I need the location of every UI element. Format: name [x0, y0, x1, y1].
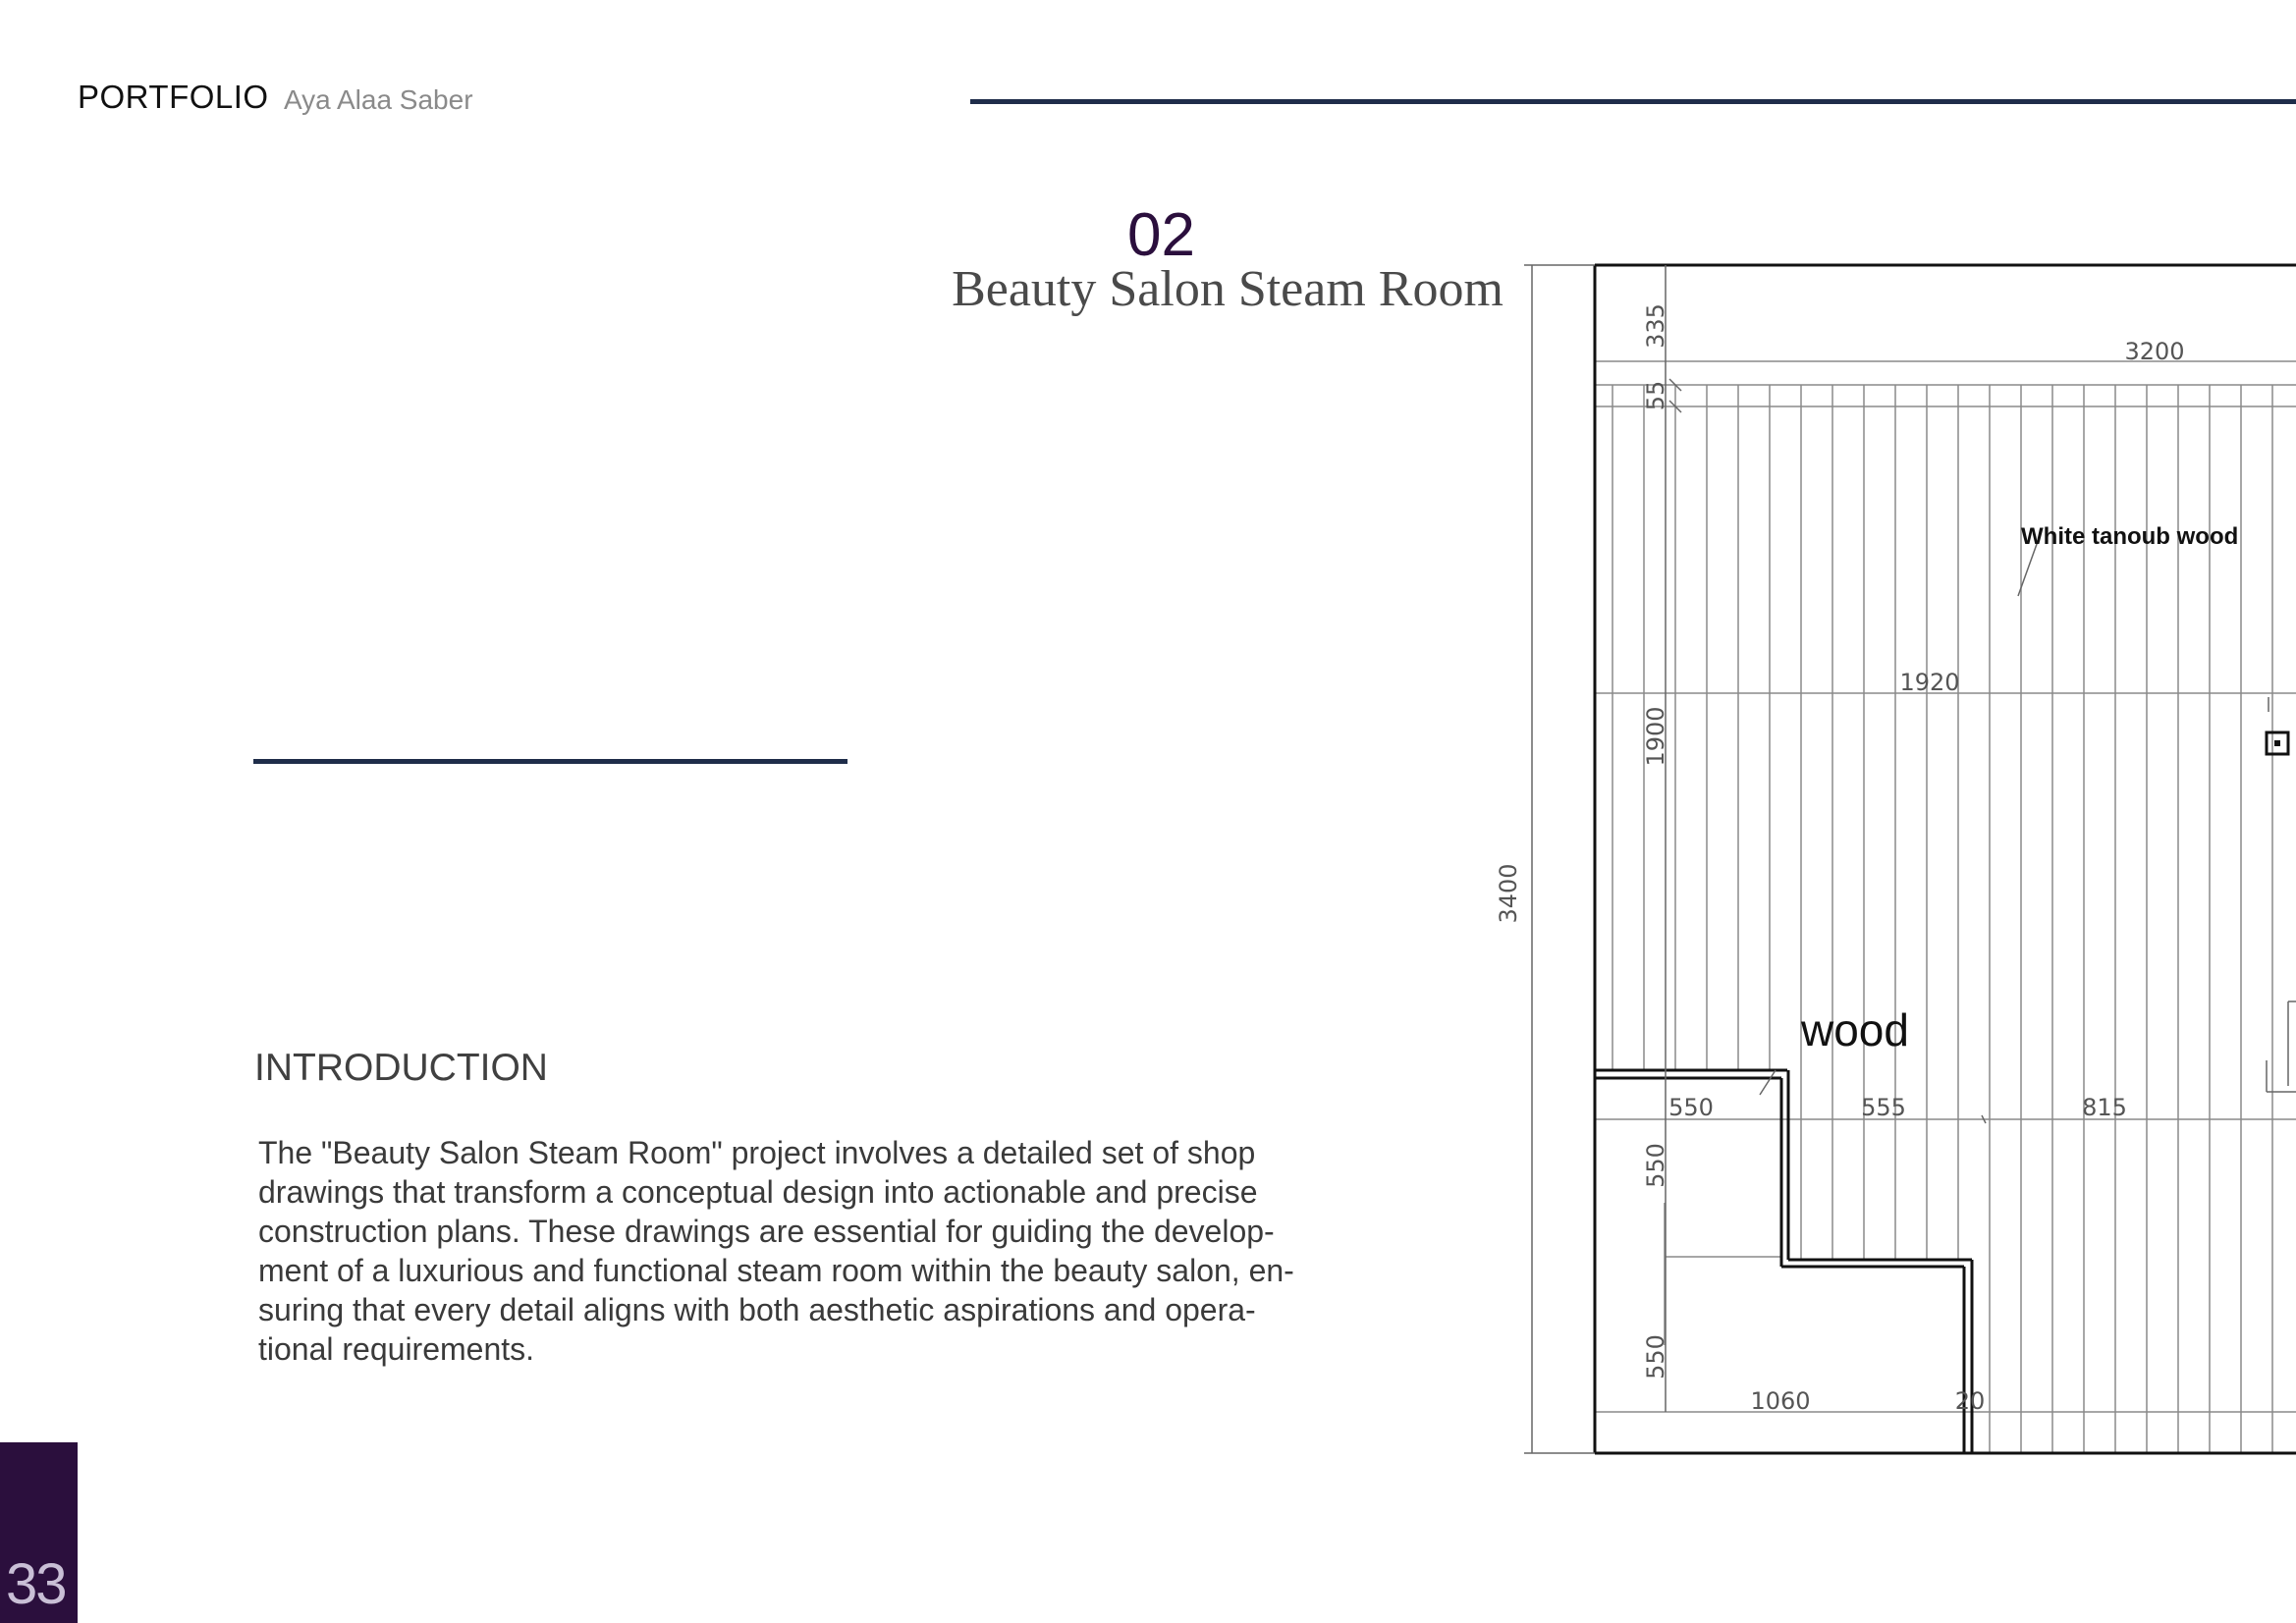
intro-line: The "Beauty Salon Steam Room" project involves a detailed set of shop — [258, 1135, 1256, 1170]
label-wood: wood — [1801, 1004, 1909, 1055]
dim-top-band: 335 — [1642, 303, 1669, 349]
dim-step-upper: 550 — [1642, 1143, 1669, 1188]
dim-seg-c: 815 — [2082, 1094, 2127, 1121]
section-divider — [253, 759, 847, 764]
dim-upper-height: 1900 — [1642, 706, 1669, 767]
project-title: Beauty Salon Steam Room — [952, 261, 1503, 317]
intro-line: drawings that transform a conceptual design into actionable and precise — [258, 1174, 1258, 1210]
dim-seg-b: 555 — [1861, 1094, 1906, 1121]
project-number: 02 — [1127, 201, 1195, 269]
dim-overall-height: 3400 — [1495, 863, 1522, 924]
introduction-heading: INTRODUCTION — [254, 1047, 548, 1089]
grid-lines — [1595, 361, 2296, 1412]
page-number: 33 — [6, 1552, 66, 1616]
author-name: Aya Alaa Saber — [284, 84, 473, 115]
dim-bottom-gap: 20 — [1954, 1387, 1986, 1415]
outline — [1595, 265, 2296, 1453]
dim-strip: 55 — [1642, 380, 1669, 411]
portfolio-title: PORTFOLIO — [78, 79, 269, 115]
dimension-lines — [1474, 245, 2296, 1453]
intro-line: ment of a luxurious and functional steam room within the beauty salon, en- — [258, 1253, 1294, 1288]
floor-plan-drawing — [1473, 245, 2296, 1483]
dim-step-lower: 550 — [1642, 1334, 1669, 1380]
label-white-tanoub-wood: White tanoub wood — [2021, 523, 2239, 550]
intro-line: tional requirements. — [258, 1331, 535, 1367]
intro-line: suring that every detail aligns with both aesthetic aspirations and opera- — [258, 1292, 1256, 1327]
dim-bottom-width: 1060 — [1750, 1387, 1811, 1415]
dim-seg-a: 550 — [1668, 1094, 1714, 1121]
header-divider — [970, 99, 2296, 104]
dim-width: 3200 — [2124, 338, 2185, 365]
introduction-text — [258, 1133, 1339, 1369]
intro-line: construction plans. These drawings are essential for guiding the develop- — [258, 1214, 1275, 1249]
dim-upper-width: 1920 — [1899, 669, 1960, 696]
